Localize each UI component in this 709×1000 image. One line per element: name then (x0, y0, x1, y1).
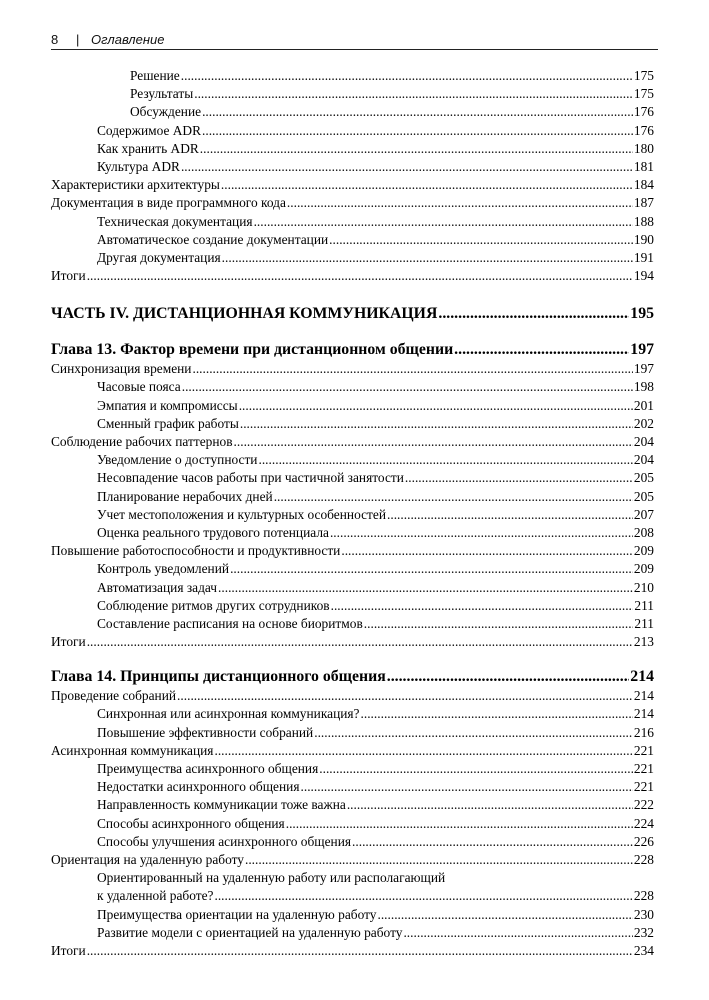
toc-entry: Автоматическое создание документации ..... 190 (51, 231, 654, 249)
toc-entry: к удаленной работе? ..... 228 (51, 887, 654, 905)
toc-entry: Развитие модели с ориентацией на удаленную работу ..... 232 (51, 924, 654, 942)
toc-chapter-heading: Глава 13. Фактор времени при дистанционном общении ..... 197 (51, 340, 654, 360)
toc-entry: Содержимое ADR ..... 176 (51, 122, 654, 140)
running-header (51, 32, 658, 50)
header-separator: | (76, 32, 80, 47)
toc-entry: Часовые пояса ..... 198 (51, 378, 654, 396)
toc-entry-first-line: Ориентированный на удаленную работу или располагающий (97, 870, 446, 886)
toc-entry: Документация в виде программного кода ..... 187 (51, 194, 654, 212)
toc-entry: Синхронизация времени ..... 197 (51, 360, 654, 378)
toc-entry: Способы асинхронного общения ..... 224 (51, 815, 654, 833)
toc-entry: Несовпадение часов работы при частичной занятости ..... 205 (51, 469, 654, 487)
toc-entry: Итоги ..... 234 (51, 942, 654, 960)
toc-entry: Проведение собраний ..... 214 (51, 687, 654, 705)
toc-entry: Соблюдение рабочих паттернов ..... 204 (51, 433, 654, 451)
toc-entry: Итоги ..... 213 (51, 633, 654, 651)
toc-entry: Направленность коммуникации тоже важна ..... 222 (51, 796, 654, 814)
toc-entry: Результаты ..... 175 (51, 85, 654, 103)
toc-entry: Преимущества асинхронного общения ..... 221 (51, 760, 654, 778)
toc-entry: Итоги ..... 194 (51, 267, 654, 285)
toc-entry: Решение ..... 175 (51, 67, 654, 85)
header-rule (51, 49, 658, 50)
toc-entry: Автоматизация задач ..... 210 (51, 579, 654, 597)
toc-entry: Учет местоположения и культурных особенностей ..... 207 (51, 506, 654, 524)
toc-chapter-heading: Глава 14. Принципы дистанционного общения ..... 214 (51, 667, 654, 687)
toc-entry: Синхронная или асинхронная коммуникация? ..... 214 (51, 705, 654, 723)
toc-entry: Планирование нерабочих дней ..... 205 (51, 488, 654, 506)
toc-entry: Повышение работоспособности и продуктивности ..... 209 (51, 542, 654, 560)
toc-entry: Составление расписания на основе биоритмов ..... 211 (51, 615, 654, 633)
toc-entry: Контроль уведомлений ..... 209 (51, 560, 654, 578)
table-of-contents (51, 67, 654, 960)
toc-entry: Сменный график работы ..... 202 (51, 415, 654, 433)
toc-part-heading: ЧАСТЬ IV. ДИСТАНЦИОННАЯ КОММУНИКАЦИЯ ..... 195 (51, 304, 654, 324)
toc-entry: Недостатки асинхронного общения ..... 221 (51, 778, 654, 796)
toc-entry: Характеристики архитектуры ..... 184 (51, 176, 654, 194)
toc-entry: Уведомление о доступности ..... 204 (51, 451, 654, 469)
toc-entry: Эмпатия и компромиссы ..... 201 (51, 397, 654, 415)
toc-entry: Как хранить ADR ..... 180 (51, 140, 654, 158)
toc-entry: Культура ADR ..... 181 (51, 158, 654, 176)
toc-entry: Преимущества ориентации на удаленную работу ..... 230 (51, 906, 654, 924)
header-title: Оглавление (91, 32, 165, 47)
page-number: 8 (51, 32, 59, 47)
toc-entry: Ориентация на удаленную работу ..... 228 (51, 851, 654, 869)
toc-entry: Оценка реального трудового потенциала ..... 208 (51, 524, 654, 542)
toc-entry: Повышение эффективности собраний ..... 216 (51, 724, 654, 742)
toc-entry: Соблюдение ритмов других сотрудников ..... 211 (51, 597, 654, 615)
toc-entry: Асинхронная коммуникация ..... 221 (51, 742, 654, 760)
toc-entry: Способы улучшения асинхронного общения ..... 226 (51, 833, 654, 851)
toc-entry: Техническая документация ..... 188 (51, 213, 654, 231)
toc-entry: Обсуждение ..... 176 (51, 103, 654, 121)
toc-entry: Другая документация ..... 191 (51, 249, 654, 267)
